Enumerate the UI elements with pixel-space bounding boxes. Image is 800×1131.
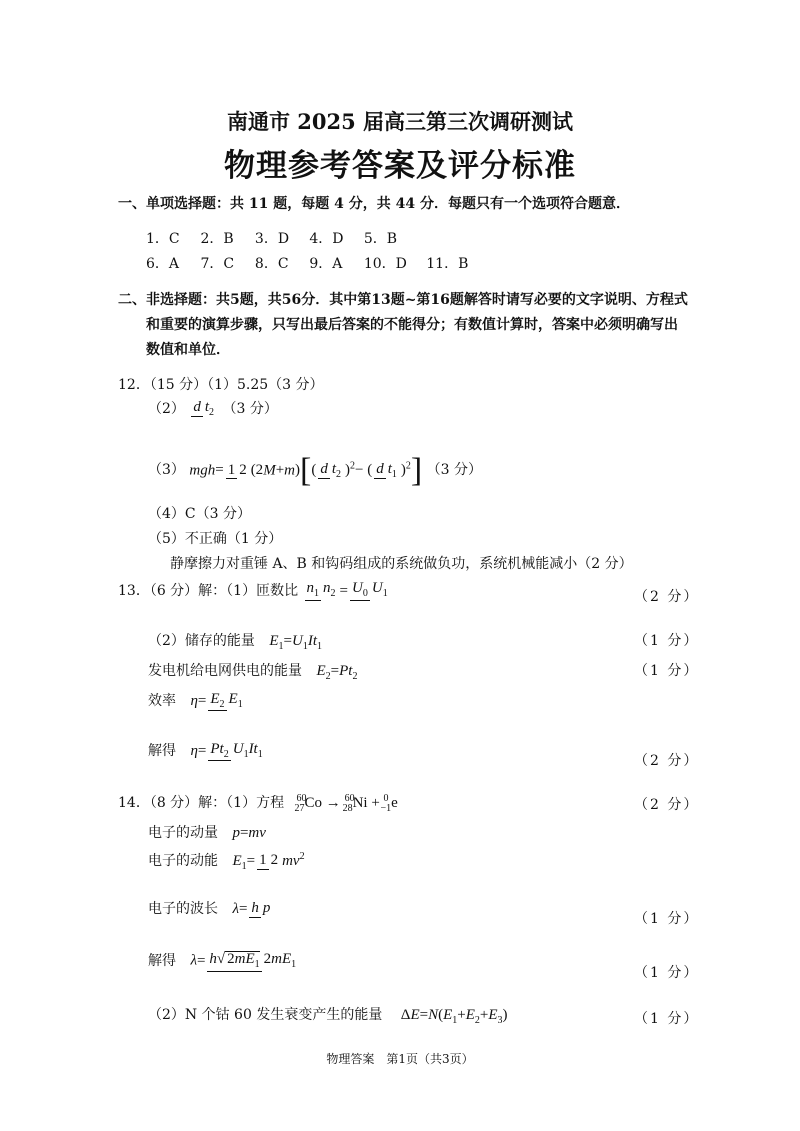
answer-item: 5．B — [363, 231, 398, 247]
answers-row-1 — [146, 228, 414, 248]
formula-decay-equation: $^{60}_{27}$Co → $^{60}_{28}$Ni + $^0_{-1}$e — [294, 793, 398, 814]
q12-part5-reason: 静摩擦力对重锤 A、B 和钩码组成的系统做负功，系统机械能减小（2 分） — [170, 556, 633, 572]
formula-energy-conservation: mgh=1 2 (2M+m)[( d $t_2$ )$^2$− ( d $t_1$ )$^2$] — [189, 452, 423, 489]
section2-heading-line2: 和重要的演算步骤，只写出最后答案的不能得分；有数值计算时，答案中必须明确写出 — [146, 317, 678, 333]
q13-line2-text: （2）储存的能量 — [148, 633, 255, 649]
q12-part5: （5）不正确（1 分） — [148, 531, 283, 547]
q13-line3-text: 发电机给电网供电的能量 — [148, 663, 302, 679]
q14-line2 — [148, 822, 266, 842]
q13-line4-text: 效率 — [148, 693, 176, 709]
answer-item: 10．D — [363, 256, 407, 272]
q12-part3 — [148, 452, 482, 490]
answer-item: 8．C — [254, 256, 289, 272]
q12-line1: 12．（15 分）（1）5.25（3 分） — [118, 377, 324, 393]
q14-line5-score: （1 分） — [634, 965, 700, 981]
formula-turns-ratio: $n_1$ $n_2$ — [306, 580, 336, 600]
q13-line1: 13．（6 分）解：（1）匝数比 $n_1$ $n_2 = U_0$ $U_1$ — [118, 580, 388, 600]
formula-supplied-energy: $E_2=Pt_2$ — [316, 663, 358, 682]
q14-line4 — [148, 898, 274, 918]
q14-line6-score: （1 分） — [634, 1011, 700, 1027]
q12-part2-label: （2） — [148, 401, 185, 417]
section2-heading-line3: 数值和单位． — [146, 342, 230, 358]
answer-item: 11．B — [426, 256, 469, 272]
formula-wavelength: λ=h p — [232, 900, 271, 917]
q14-line6-text: （2）N 个钴 60 发生衰变产生的能量 — [148, 1007, 383, 1023]
q14-line5-text: 解得 — [148, 953, 176, 969]
answer-item: 3．D — [254, 231, 290, 247]
formula-voltage-ratio: $U_0$ $U_1$ — [352, 580, 388, 600]
q14-line2-text: 电子的动量 — [148, 825, 218, 841]
q13-line1-score: （2 分） — [634, 589, 700, 605]
answer-item: 1．C — [146, 231, 180, 247]
answer-item: 6．A — [146, 256, 180, 272]
q13-line3-score: （1 分） — [634, 663, 700, 679]
q13-line3 — [148, 660, 357, 682]
page-title: 南通市 2025 届高三第三次调研测试 — [226, 109, 574, 134]
q12-part3-label: （3） — [148, 462, 185, 479]
formula-momentum: p=mv — [232, 825, 266, 841]
formula-d-over-t2: d $t_2$ — [193, 398, 215, 418]
q12-part2 — [148, 398, 278, 418]
q13-line2 — [148, 630, 322, 652]
q14-line3-text: 电子的动能 — [148, 853, 218, 869]
answer-item: 4．D — [309, 231, 344, 247]
q14-line3 — [148, 850, 305, 872]
answer-item: 9．A — [309, 256, 343, 272]
q13-line4 — [148, 690, 247, 711]
section1-heading: 一、单项选择题：共 11 题，每题 4 分，共 44 分．每题只有一个选项符合题意． — [118, 196, 630, 212]
section2-heading-line1: 二、非选择题：共5题，共56分．其中第13题~第16题解答时请写必要的文字说明、方程式 — [118, 292, 688, 308]
page-footer: 物理答案 第1页（共3页） — [326, 1052, 474, 1066]
q12-part3-score: （3 分） — [426, 462, 483, 479]
q14-line1 — [118, 792, 398, 814]
q14-line1-text: 14．（8 分）解：（1）方程 — [118, 795, 285, 811]
answer-item: 7．C — [200, 256, 235, 272]
page-subtitle: 物理参考答案及评分标准 — [224, 148, 576, 184]
q12-part4: （4）C（3 分） — [148, 506, 251, 522]
formula-stored-energy: $E_1=U_1It_1$ — [269, 633, 323, 652]
q14-line4-text: 电子的波长 — [148, 901, 218, 917]
q13-line5-score: （2 分） — [634, 753, 700, 769]
formula-efficiency: $\eta=E_2$ $E_1$ — [190, 690, 243, 710]
q13-line5 — [148, 740, 267, 761]
q13-line2-score: （1 分） — [634, 633, 700, 649]
q14-line1-score: （2 分） — [634, 797, 700, 813]
q14-line5 — [148, 950, 300, 972]
q13-line5-text: 解得 — [148, 743, 176, 759]
q13-line1-text: 13．（6 分）解：（1）匝数比 — [118, 583, 299, 599]
formula-efficiency-result: $\eta=Pt_2$ $U_1It_1$ — [190, 740, 263, 760]
formula-kinetic-energy: $E_1=1$ 2 $mv^2$ — [232, 851, 305, 872]
answers-row-2 — [146, 253, 476, 273]
answer-item: 2．B — [200, 231, 234, 247]
q14-line6 — [148, 1004, 508, 1026]
formula-total-energy: $\Delta E=N(E_1+E_2+E_3)$ — [400, 1007, 508, 1026]
q12-part2-score: （3 分） — [222, 401, 278, 417]
q14-line4-score: （1 分） — [634, 911, 700, 927]
formula-wavelength-result: λ=h√ $2mE_1$ $2mE_1$ — [190, 951, 297, 971]
